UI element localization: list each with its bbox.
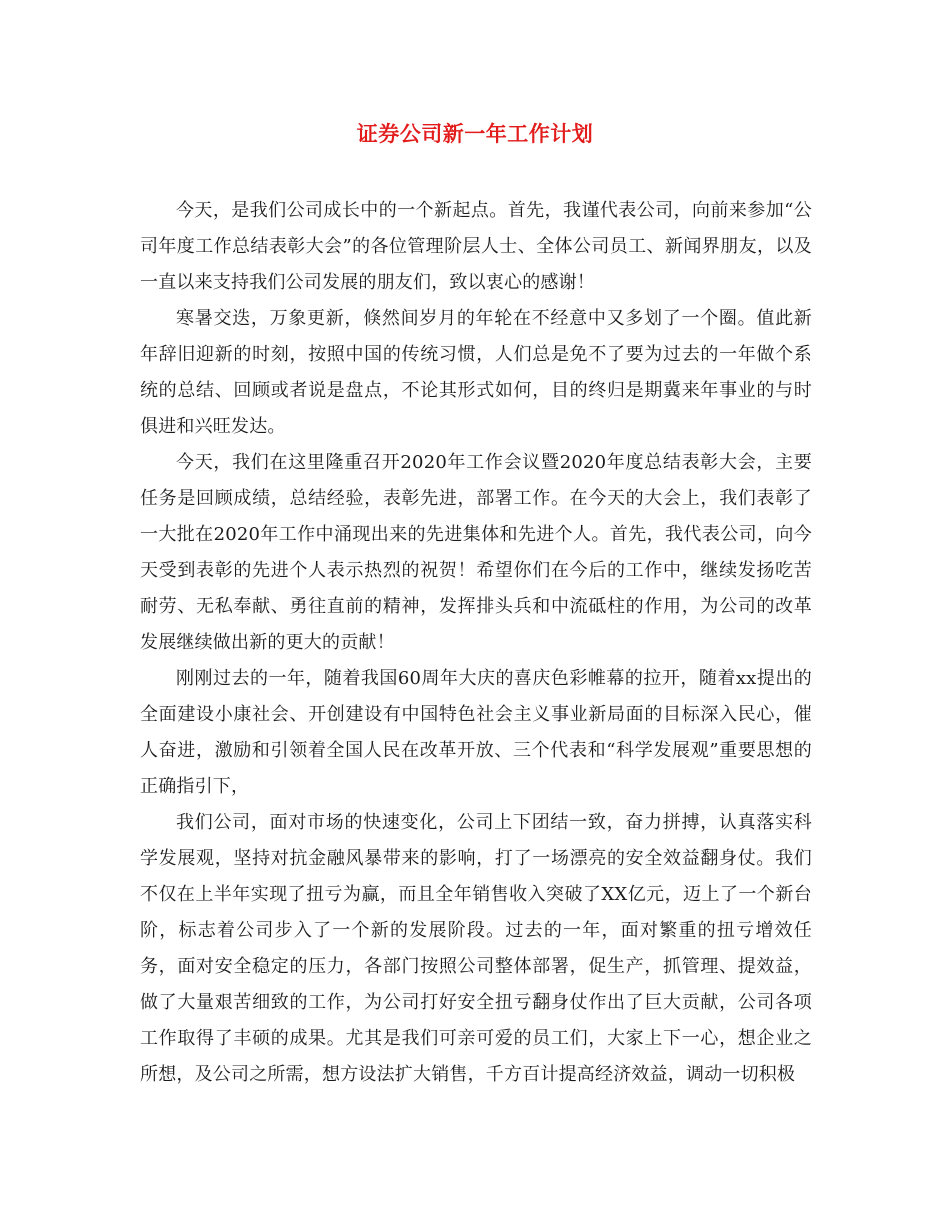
paragraph-1: 今天，是我们公司成长中的一个新起点。首先，我谨代表公司，向前来参加“公司年度工作总结表彰大会”的各位管理阶层人士、全体公司员工、新闻界朋友，以及一直以来支持我们公司发展的朋友们，致以衷心的感谢！ <box>140 200 812 293</box>
paragraph-4: 刚刚过去的一年，随着我国60周年大庆的喜庆色彩帷幕的拉开，随着xx提出的全面建设小康社会、开创建设有中国特色社会主义事业新局面的目标深入民心，催人奋进，激励和引领着全国人民在改革开放、三个代表和“科学发展观”重要思想的正确指引下， <box>140 668 812 797</box>
paragraph-5: 我们公司，面对市场的快速变化，公司上下团结一致，奋力拼搏，认真落实科学发展观，坚持对抗金融风暴带来的影响，打了一场漂亮的安全效益翻身仗。我们不仅在上半年实现了扭亏为赢，而且全年销售收入突破了XX亿元，迈上了一个新台阶，标志着公司步入了一个新的发展阶段。过去的一年，面对繁重的扭亏增效任务，面对安全稳定的压力，各部门按照公司整体部署，促生产，抓管理、提效益，做了大量艰苦细致的工作，为公司打好安全扭亏翻身仗作出了巨大贡献，公司各项工作取得了丰硕的成果。尤其是我们可亲可爱的员工们，大家上下一心，想企业之所想，及公司之所需，想方设法扩大销售，千方百计提高经济效益，调动一切积极 <box>140 812 812 1085</box>
document-title: 证券公司新一年工作计划 <box>356 122 594 146</box>
paragraph-2: 寒暑交迭，万象更新，倏然间岁月的年轮在不经意中又多划了一个圈。值此新年辞旧迎新的时刻，按照中国的传统习惯，人们总是免不了要为过去的一年做个系统的总结、回顾或者说是盘点，不论其形式如何，目的终归是期冀来年事业的与时俱进和兴旺发达。 <box>140 308 812 437</box>
document-body <box>140 193 812 1093</box>
paragraph-3: 今天，我们在这里隆重召开2020年工作会议暨2020年度总结表彰大会，主要任务是回顾成绩，总结经验，表彰先进，部署工作。在今天的大会上，我们表彰了一大批在2020年工作中涌现出来的先进集体和先进个人。首先，我代表公司，向今天受到表彰的先进个人表示热烈的祝贺！希望你们在今后的工作中，继续发扬吃苦耐劳、无私奉献、勇往直前的精神，发挥排头兵和中流砥柱的作用，为公司的改革发展继续做出新的更大的贡献！ <box>140 452 812 653</box>
